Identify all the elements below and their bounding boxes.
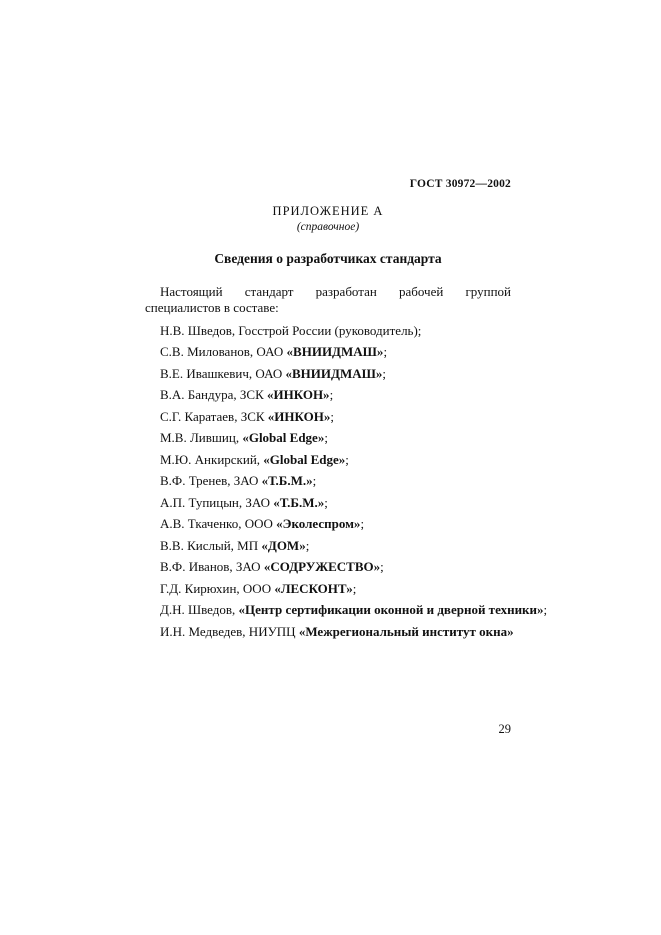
developer-organization: «ВНИИДМАШ» — [285, 365, 383, 381]
developer-item — [145, 324, 511, 337]
developer-name: В.В. Кислый, МП — [160, 537, 262, 553]
developer-name: В.Ф. Тренев, ЗАО — [160, 473, 262, 488]
developer-name: В.А. Бандура, ЗСК — [160, 387, 267, 402]
developer-organization: «Т.Б.М.» — [261, 473, 313, 488]
developer-organization: «Межрегиональный институт окна» — [298, 623, 514, 639]
developer-item — [145, 560, 511, 573]
developers-list — [145, 322, 548, 639]
developer-item — [145, 623, 514, 639]
developer-item — [145, 602, 548, 617]
gost-standard-number: ГОСТ 30972—2002 — [409, 178, 511, 190]
developer-name: С.В. Милованов, ОАО — [160, 344, 287, 359]
developer-organization: «Global Edge» — [263, 451, 346, 467]
developer-organization: «ИНКОН» — [267, 387, 330, 402]
page-content — [145, 178, 548, 639]
developer-separator: ; — [352, 580, 357, 596]
developer-organization: «Т.Б.М.» — [273, 494, 325, 510]
developer-name: В.Е. Ивашкевич, ОАО — [160, 365, 286, 381]
developer-item — [145, 388, 511, 401]
developer-separator: ; — [324, 494, 328, 510]
developer-item — [145, 345, 511, 358]
developer-item — [145, 496, 511, 509]
appendix-note: (справочное) — [296, 221, 360, 233]
developer-separator: ; — [382, 365, 387, 381]
developer-item — [145, 517, 511, 530]
developer-item — [145, 431, 511, 444]
page-number: 29 — [498, 722, 511, 736]
developer-organization: «ВНИИДМАШ» — [286, 344, 384, 359]
developer-organization: «ЛЕСКОНТ» — [274, 580, 353, 596]
developer-name: Г.Д. Кирюхин, ООО — [160, 580, 275, 596]
developer-organization: «Центр сертификации оконной и дверной техники» — [238, 602, 544, 617]
intro-paragraph: Настоящий стандарт разработан рабочей группой специалистов в составе: — [145, 284, 511, 315]
developer-name: А.В. Ткаченко, ООО — [160, 516, 277, 531]
developer-name: М.Ю. Анкирский, — [160, 451, 264, 467]
developer-organization: «Global Edge» — [242, 430, 325, 445]
developer-organization: «Эколеспром» — [276, 516, 361, 531]
developer-item — [145, 410, 511, 423]
developer-separator: ; — [380, 559, 384, 574]
developer-name: М.В. Лившиц, — [160, 430, 243, 445]
developer-organization: «СОДРУЖЕСТВО» — [263, 559, 381, 574]
developer-name: И.Н. Медведев, НИУПЦ — [160, 623, 299, 639]
appendix-label: ПРИЛОЖЕНИЕ А — [272, 204, 384, 218]
developer-item — [145, 453, 511, 466]
developer-separator: ; — [543, 602, 548, 617]
developer-name: С.Г. Каратаев, ЗСК — [160, 408, 268, 424]
developer-name: Н.В. Шведов, Госстрой России (руководитель); — [160, 322, 422, 338]
developer-name: В.Ф. Иванов, ЗАО — [160, 559, 264, 574]
developer-separator: ; — [383, 344, 388, 359]
developer-organization: «ДОМ» — [261, 537, 306, 553]
developer-item — [145, 367, 511, 380]
developer-separator: ; — [312, 473, 317, 488]
developer-separator: ; — [305, 537, 310, 553]
developer-separator: ; — [360, 516, 365, 531]
developer-separator: ; — [345, 451, 349, 467]
developer-organization: «ИНКОН» — [267, 408, 331, 424]
developer-separator: ; — [329, 387, 334, 402]
developer-item — [145, 474, 511, 487]
developer-item — [145, 582, 511, 595]
developer-separator: ; — [324, 430, 328, 445]
developer-name: А.П. Тупицын, ЗАО — [160, 494, 274, 510]
section-title: Сведения о разработчиках стандарта — [214, 251, 442, 266]
developer-name: Д.Н. Шведов, — [160, 602, 239, 617]
developer-separator: ; — [330, 408, 334, 424]
developer-item — [145, 539, 511, 552]
